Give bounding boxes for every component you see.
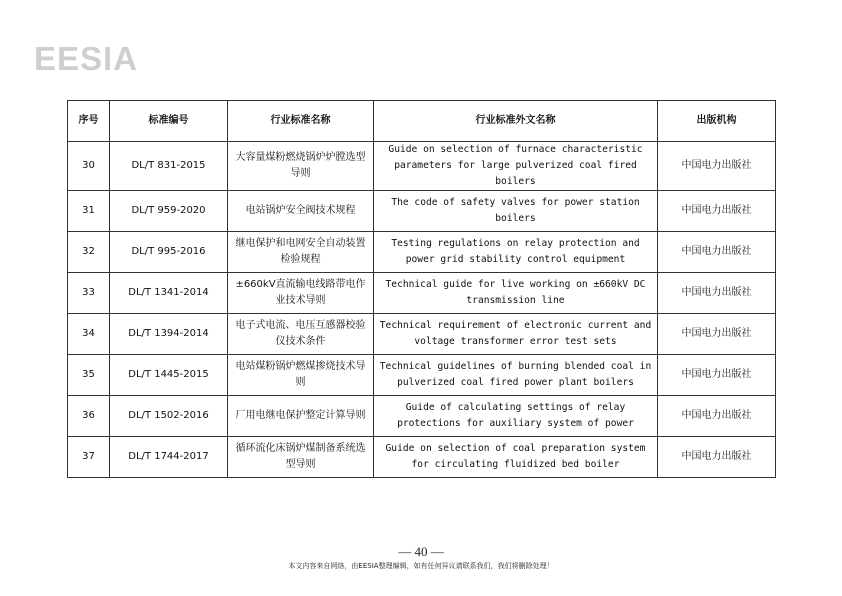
cell-cn-name: 电子式电流、电压互感器校验仪技术条件 <box>228 314 374 355</box>
table-row <box>68 232 776 273</box>
cell-serial: 33 <box>68 273 110 314</box>
cell-en-name: Technical guide for live working on ±660kV DC transmission line <box>374 273 658 314</box>
cell-publisher: 中国电力出版社 <box>658 355 776 396</box>
header-english-name: 行业标准外文名称 <box>374 101 658 142</box>
cell-cn-name: 电站锅炉安全阀技术规程 <box>228 191 374 232</box>
cell-code: DL/T 1341-2014 <box>110 273 228 314</box>
footer-disclaimer: 本文内容来自网络，由EESIA整理编辑，如有任何异议请联系我们，我们将删除处理！ <box>288 562 554 570</box>
cell-serial: 37 <box>68 437 110 478</box>
cell-cn-name: 继电保护和电网安全自动装置检验规程 <box>228 232 374 273</box>
eesia-logo: EESIA <box>34 40 139 77</box>
table-row <box>68 437 776 478</box>
cell-serial: 30 <box>68 142 110 191</box>
cell-publisher: 中国电力出版社 <box>658 437 776 478</box>
cell-cn-name: ±660kV直流输电线路带电作业技术导则 <box>228 273 374 314</box>
cell-serial: 31 <box>68 191 110 232</box>
cell-code: DL/T 1445-2015 <box>110 355 228 396</box>
cell-code: DL/T 1744-2017 <box>110 437 228 478</box>
cell-cn-name: 厂用电继电保护整定计算导则 <box>228 396 374 437</box>
cell-code: DL/T 959-2020 <box>110 191 228 232</box>
cell-publisher: 中国电力出版社 <box>658 273 776 314</box>
cell-code: DL/T 1394-2014 <box>110 314 228 355</box>
standards-table <box>67 100 776 478</box>
header-standard-name: 行业标准名称 <box>228 101 374 142</box>
cell-code: DL/T 831-2015 <box>110 142 228 191</box>
cell-code: DL/T 1502-2016 <box>110 396 228 437</box>
cell-cn-name: 循环流化床锅炉煤制备系统选型导则 <box>228 437 374 478</box>
cell-code: DL/T 995-2016 <box>110 232 228 273</box>
cell-en-name: The code of safety valves for power station boilers <box>374 191 658 232</box>
cell-publisher: 中国电力出版社 <box>658 191 776 232</box>
cell-serial: 35 <box>68 355 110 396</box>
header-standard-code: 标准编号 <box>110 101 228 142</box>
cell-cn-name: 大容量煤粉燃烧锅炉炉膛选型导则 <box>228 142 374 191</box>
cell-serial: 36 <box>68 396 110 437</box>
table-row <box>68 355 776 396</box>
table-header-row <box>68 101 776 142</box>
table-row <box>68 142 776 191</box>
cell-serial: 32 <box>68 232 110 273</box>
cell-en-name: Guide on selection of coal preparation system for circulating fluidized bed boiler <box>374 437 658 478</box>
header-publisher: 出版机构 <box>658 101 776 142</box>
cell-en-name: Technical guidelines of burning blended coal in pulverized coal fired power plant boilers <box>374 355 658 396</box>
table-row <box>68 396 776 437</box>
cell-publisher: 中国电力出版社 <box>658 396 776 437</box>
cell-en-name: Guide of calculating settings of relay protections for auxiliary system of power <box>374 396 658 437</box>
cell-en-name: Technical requirement of electronic current and voltage transformer error test sets <box>374 314 658 355</box>
table-row <box>68 273 776 314</box>
table-row <box>68 314 776 355</box>
header-serial: 序号 <box>68 101 110 142</box>
table-row <box>68 191 776 232</box>
cell-en-name: Guide on selection of furnace characteristic parameters for large pulverized coal fired boilers <box>374 142 658 191</box>
page-number: — 40 — <box>398 544 444 559</box>
cell-cn-name: 电站煤粉锅炉燃煤掺烧技术导则 <box>228 355 374 396</box>
cell-publisher: 中国电力出版社 <box>658 142 776 191</box>
cell-en-name: Testing regulations on relay protection and power grid stability control equipment <box>374 232 658 273</box>
cell-serial: 34 <box>68 314 110 355</box>
cell-publisher: 中国电力出版社 <box>658 232 776 273</box>
cell-publisher: 中国电力出版社 <box>658 314 776 355</box>
